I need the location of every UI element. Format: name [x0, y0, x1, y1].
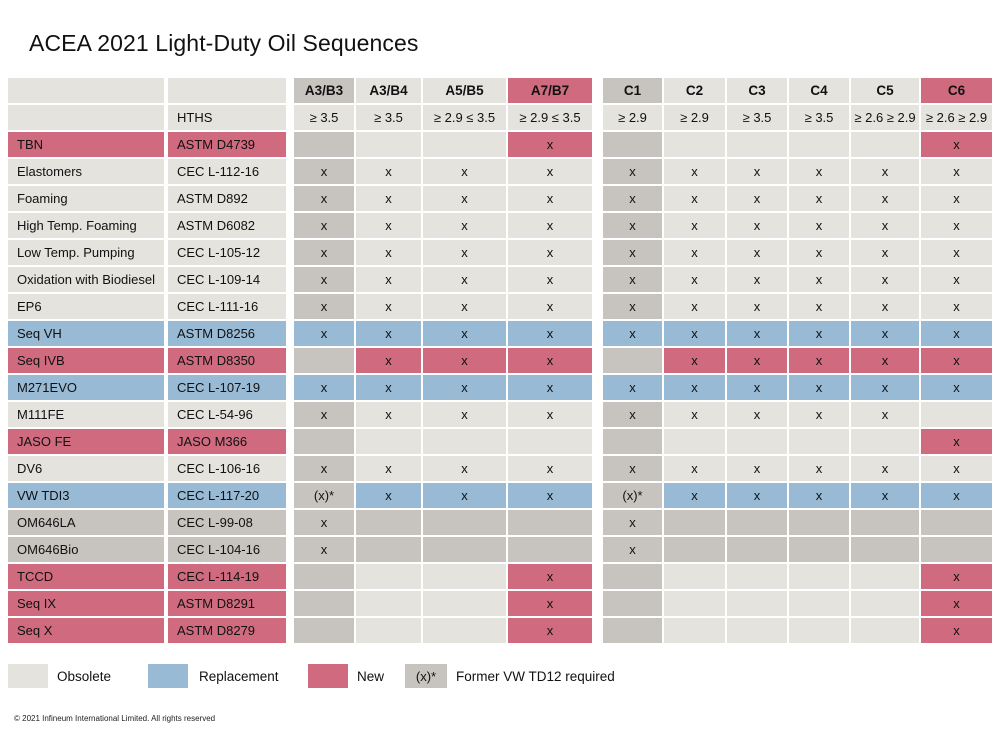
table-cell: x: [789, 375, 849, 400]
table-cell: [423, 591, 506, 616]
row-label: High Temp. Foaming: [8, 213, 164, 238]
hths-value: ≥ 2.9 ≤ 3.5: [423, 105, 506, 130]
row-label: M271EVO: [8, 375, 164, 400]
table-cell: [423, 564, 506, 589]
legend-swatch: (x)*: [405, 664, 447, 688]
table-cell: x: [789, 321, 849, 346]
table-cell: x: [851, 483, 919, 508]
table-cell: x: [603, 510, 662, 535]
table-cell: [851, 591, 919, 616]
table-cell: x: [789, 267, 849, 292]
table-cell: [356, 591, 421, 616]
table-cell: x: [603, 537, 662, 562]
table-cell: [664, 510, 725, 535]
row-method: CEC L-117-20: [168, 483, 286, 508]
row-label: M111FE: [8, 402, 164, 427]
table-cell: x: [921, 213, 992, 238]
table-cell: [423, 510, 506, 535]
table-cell: x: [508, 618, 592, 643]
hths-value: ≥ 3.5: [789, 105, 849, 130]
table-cell: x: [727, 213, 787, 238]
table-cell: x: [356, 321, 421, 346]
table-cell: x: [603, 240, 662, 265]
table-cell: x: [664, 483, 725, 508]
hths-blank: [8, 105, 164, 130]
table-cell: [603, 591, 662, 616]
table-cell: [789, 537, 849, 562]
table-cell: [727, 537, 787, 562]
table-cell: x: [727, 240, 787, 265]
row-method: CEC L-114-19: [168, 564, 286, 589]
table-cell: [356, 510, 421, 535]
table-cell: x: [851, 159, 919, 184]
table-cell: [851, 429, 919, 454]
table-cell: x: [921, 159, 992, 184]
table-cell: x: [921, 564, 992, 589]
table-cell: [294, 429, 354, 454]
table-cell: x: [356, 267, 421, 292]
row-method: CEC L-112-16: [168, 159, 286, 184]
table-cell: x: [356, 375, 421, 400]
table-cell: x: [851, 294, 919, 319]
table-cell: [851, 510, 919, 535]
table-cell: x: [356, 456, 421, 481]
column-header: A5/B5: [423, 78, 506, 103]
row-label: Seq IVB: [8, 348, 164, 373]
table-cell: [423, 429, 506, 454]
table-cell: x: [508, 456, 592, 481]
table-cell: x: [921, 240, 992, 265]
table-cell: [508, 429, 592, 454]
table-cell: x: [789, 213, 849, 238]
hths-value: ≥ 3.5: [727, 105, 787, 130]
table-cell: x: [921, 132, 992, 157]
table-cell: [294, 618, 354, 643]
table-cell: x: [294, 456, 354, 481]
table-cell: x: [789, 456, 849, 481]
table-cell: x: [727, 267, 787, 292]
table-cell: x: [508, 186, 592, 211]
table-cell: [423, 132, 506, 157]
row-method: ASTM D892: [168, 186, 286, 211]
table-cell: x: [664, 159, 725, 184]
column-header: C4: [789, 78, 849, 103]
table-cell: x: [664, 348, 725, 373]
table-cell: x: [664, 294, 725, 319]
table-cell: x: [603, 402, 662, 427]
table-cell: x: [789, 483, 849, 508]
legend-label: Replacement: [199, 669, 279, 684]
table-cell: x: [851, 267, 919, 292]
table-cell: x: [294, 240, 354, 265]
table-cell: x: [603, 159, 662, 184]
table-cell: [727, 618, 787, 643]
table-cell: x: [294, 267, 354, 292]
table-cell: [508, 510, 592, 535]
table-cell: x: [664, 456, 725, 481]
table-cell: x: [603, 456, 662, 481]
table-cell: [789, 510, 849, 535]
table-cell: x: [508, 564, 592, 589]
table-cell: x: [851, 402, 919, 427]
table-cell: x: [356, 348, 421, 373]
table-cell: x: [851, 456, 919, 481]
table-cell: x: [603, 294, 662, 319]
table-cell: x: [508, 240, 592, 265]
table-cell: x: [508, 375, 592, 400]
table-cell: [789, 429, 849, 454]
row-method: ASTM D8350: [168, 348, 286, 373]
table-cell: (x)*: [603, 483, 662, 508]
table-cell: x: [921, 456, 992, 481]
table-cell: x: [664, 240, 725, 265]
table-cell: x: [851, 321, 919, 346]
table-cell: x: [851, 240, 919, 265]
table-cell: [603, 132, 662, 157]
table-cell: x: [851, 186, 919, 211]
table-cell: x: [789, 402, 849, 427]
hths-value: ≥ 3.5: [356, 105, 421, 130]
hths-value: ≥ 2.9: [664, 105, 725, 130]
table-cell: x: [294, 213, 354, 238]
row-label: DV6: [8, 456, 164, 481]
table-cell: x: [727, 159, 787, 184]
table-cell: [603, 348, 662, 373]
table-cell: [294, 348, 354, 373]
table-cell: x: [356, 402, 421, 427]
table-cell: [664, 537, 725, 562]
table-cell: [921, 510, 992, 535]
table-cell: x: [727, 375, 787, 400]
table-cell: [294, 564, 354, 589]
table-cell: x: [664, 213, 725, 238]
table-cell: x: [294, 159, 354, 184]
table-cell: x: [603, 375, 662, 400]
table-cell: [356, 132, 421, 157]
table-cell: [356, 429, 421, 454]
hths-value: ≥ 2.9: [603, 105, 662, 130]
legend-label: Obsolete: [57, 669, 112, 684]
table-cell: x: [508, 348, 592, 373]
table-cell: [851, 564, 919, 589]
header-blank: [8, 78, 164, 103]
table-cell: x: [423, 456, 506, 481]
table-cell: x: [423, 186, 506, 211]
table-cell: x: [921, 267, 992, 292]
table-cell: [294, 591, 354, 616]
row-method: ASTM D6082: [168, 213, 286, 238]
table-cell: x: [423, 294, 506, 319]
table-cell: x: [356, 294, 421, 319]
table-cell: [664, 132, 725, 157]
table-cell: x: [423, 321, 506, 346]
row-method: ASTM D8256: [168, 321, 286, 346]
table-cell: x: [921, 618, 992, 643]
table-cell: [294, 132, 354, 157]
table-cell: x: [664, 402, 725, 427]
table-cell: x: [789, 240, 849, 265]
column-header: A3/B3: [294, 78, 354, 103]
table-cell: [727, 510, 787, 535]
table-cell: x: [851, 375, 919, 400]
table-cell: x: [508, 402, 592, 427]
table-cell: x: [603, 186, 662, 211]
row-label: Low Temp. Pumping: [8, 240, 164, 265]
page-title: ACEA 2021 Light-Duty Oil Sequences: [29, 30, 419, 56]
table-cell: [356, 537, 421, 562]
table-cell: x: [508, 483, 592, 508]
table-cell: x: [294, 402, 354, 427]
table-cell: [851, 132, 919, 157]
table-cell: [356, 618, 421, 643]
row-method: CEC L-109-14: [168, 267, 286, 292]
table-cell: [423, 618, 506, 643]
table-cell: [664, 564, 725, 589]
table-cell: x: [921, 186, 992, 211]
table-cell: x: [508, 213, 592, 238]
table-cell: x: [294, 294, 354, 319]
row-label: OM646Bio: [8, 537, 164, 562]
table-cell: x: [423, 159, 506, 184]
row-label: Elastomers: [8, 159, 164, 184]
table-cell: x: [508, 321, 592, 346]
table-cell: x: [423, 267, 506, 292]
column-header: C6: [921, 78, 992, 103]
row-method: CEC L-99-08: [168, 510, 286, 535]
table-cell: x: [356, 483, 421, 508]
table-cell: x: [356, 213, 421, 238]
table-cell: x: [921, 321, 992, 346]
table-cell: x: [789, 294, 849, 319]
table-cell: x: [727, 321, 787, 346]
table-cell: [727, 591, 787, 616]
table-cell: x: [664, 375, 725, 400]
table-cell: x: [508, 132, 592, 157]
table-cell: [603, 429, 662, 454]
table-cell: x: [508, 294, 592, 319]
row-method: CEC L-106-16: [168, 456, 286, 481]
copyright-footer: © 2021 Infineum International Limited. All rights reserved: [14, 714, 216, 723]
table-cell: x: [603, 213, 662, 238]
row-label: OM646LA: [8, 510, 164, 535]
table-cell: [664, 618, 725, 643]
row-label: Foaming: [8, 186, 164, 211]
table-cell: x: [423, 348, 506, 373]
hths-value: ≥ 2.9 ≤ 3.5: [508, 105, 592, 130]
hths-value: ≥ 3.5: [294, 105, 354, 130]
row-label: VW TDI3: [8, 483, 164, 508]
legend-swatch: [148, 664, 188, 688]
row-method: CEC L-104-16: [168, 537, 286, 562]
table-cell: x: [294, 375, 354, 400]
legend-label: Former VW TD12 required: [456, 669, 615, 684]
row-label: TCCD: [8, 564, 164, 589]
table-cell: x: [603, 267, 662, 292]
table-cell: [727, 564, 787, 589]
header-blank: [168, 78, 286, 103]
table-cell: [664, 429, 725, 454]
table-cell: x: [664, 321, 725, 346]
table-cell: x: [921, 294, 992, 319]
table-cell: [727, 132, 787, 157]
table-cell: x: [727, 348, 787, 373]
row-label: JASO FE: [8, 429, 164, 454]
table-cell: x: [664, 267, 725, 292]
table-cell: x: [294, 186, 354, 211]
table-cell: [603, 618, 662, 643]
table-cell: [921, 402, 992, 427]
row-label: EP6: [8, 294, 164, 319]
table-cell: x: [423, 375, 506, 400]
table-cell: x: [423, 483, 506, 508]
table-cell: x: [851, 348, 919, 373]
column-header: C1: [603, 78, 662, 103]
table-cell: [789, 591, 849, 616]
table-cell: [789, 132, 849, 157]
table-cell: x: [294, 321, 354, 346]
table-cell: x: [727, 456, 787, 481]
table-cell: [789, 618, 849, 643]
table-cell: [603, 564, 662, 589]
table-cell: x: [921, 429, 992, 454]
table-cell: x: [727, 294, 787, 319]
table-cell: x: [294, 510, 354, 535]
table-cell: x: [789, 186, 849, 211]
row-method: CEC L-105-12: [168, 240, 286, 265]
table-cell: x: [921, 348, 992, 373]
hths-value: ≥ 2.6 ≥ 2.9: [921, 105, 992, 130]
column-header: C5: [851, 78, 919, 103]
hths-label: HTHS: [168, 105, 286, 130]
table-cell: [921, 537, 992, 562]
hths-value: ≥ 2.6 ≥ 2.9: [851, 105, 919, 130]
table-cell: x: [851, 213, 919, 238]
table-cell: x: [727, 186, 787, 211]
table-cell: x: [921, 483, 992, 508]
table-cell: [851, 618, 919, 643]
table-cell: [356, 564, 421, 589]
table-cell: x: [727, 402, 787, 427]
row-label: Seq VH: [8, 321, 164, 346]
table-cell: [789, 564, 849, 589]
row-method: JASO M366: [168, 429, 286, 454]
table-cell: x: [423, 213, 506, 238]
row-method: ASTM D8279: [168, 618, 286, 643]
table-cell: x: [294, 537, 354, 562]
row-label: TBN: [8, 132, 164, 157]
table-cell: x: [508, 159, 592, 184]
table-cell: x: [727, 483, 787, 508]
legend-swatch: [8, 664, 48, 688]
table-cell: (x)*: [294, 483, 354, 508]
table-cell: x: [356, 186, 421, 211]
row-method: CEC L-107-19: [168, 375, 286, 400]
row-label: Seq IX: [8, 591, 164, 616]
table-cell: [851, 537, 919, 562]
column-header: C3: [727, 78, 787, 103]
row-method: ASTM D8291: [168, 591, 286, 616]
row-method: CEC L-111-16: [168, 294, 286, 319]
table-cell: x: [664, 186, 725, 211]
table-cell: x: [508, 267, 592, 292]
table-cell: x: [423, 402, 506, 427]
legend-label: New: [357, 669, 385, 684]
legend-swatch: [308, 664, 348, 688]
table-cell: [423, 537, 506, 562]
table-cell: [727, 429, 787, 454]
table-cell: x: [789, 348, 849, 373]
table-cell: x: [356, 240, 421, 265]
table-cell: [508, 537, 592, 562]
table-cell: x: [508, 591, 592, 616]
table-cell: [664, 591, 725, 616]
column-header: C2: [664, 78, 725, 103]
table-cell: x: [921, 375, 992, 400]
table-cell: x: [603, 321, 662, 346]
table-cell: x: [423, 240, 506, 265]
table-cell: x: [789, 159, 849, 184]
table-cell: x: [356, 159, 421, 184]
table-cell: x: [921, 591, 992, 616]
row-label: Oxidation with Biodiesel: [8, 267, 164, 292]
column-header: A3/B4: [356, 78, 421, 103]
column-header: A7/B7: [508, 78, 592, 103]
row-label: Seq X: [8, 618, 164, 643]
row-method: ASTM D4739: [168, 132, 286, 157]
row-method: CEC L-54-96: [168, 402, 286, 427]
